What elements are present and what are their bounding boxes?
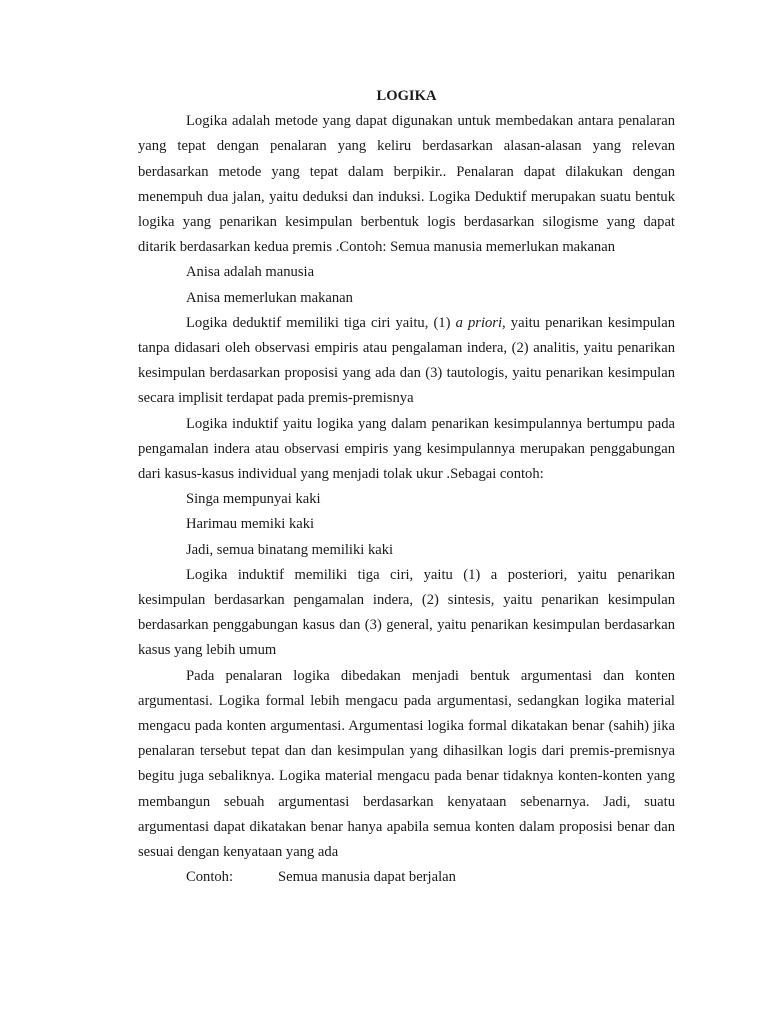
paragraph-definition: Logika adalah metode yang dapat digunakan untuk membedakan antara penalaran yang tepat dengan penalaran yang keliru berdasarkan alasan-alasan yang relevan berdasarkan metode yang tepat dalam berpikir.. Penalaran dapat dilakukan dengan menempuh dua jalan, yaitu deduksi dan induksi. Logika Deduktif merupakan suatu bentuk logika yang penarikan kesimpulan berbentuk logis berdasarkan silogisme yang dapat ditarik berdasarkan kedua premis .Contoh: Semua manusia memerlukan makanan: [138, 113, 675, 256]
example-inductive-line-1: Singa mempunyai kaki: [186, 491, 321, 508]
contoh-label: Contoh:: [186, 869, 234, 886]
contoh-row: [138, 865, 675, 890]
paragraph-deductive-traits-end: , yaitu penarikan kesimpulan tanpa didasari oleh observasi empiris atau pengalaman indera, (2) analitis, yaitu penarikan kesimpulan berdasarkan proposisi yang ada dan (3) tautologis, yaitu penarikan kesimpulan secara implisit terdapat pada premis-premisnya: [138, 314, 676, 407]
term-a-priori: a priori: [455, 314, 503, 331]
paragraph-deductive-traits: [138, 311, 675, 412]
paragraph-inductive: Logika induktif yaitu logika yang dalam penarikan kesimpulannya bertumpu pada pengamalan indera atau observasi empiris yang kesimpulannya merupakan penggabungan dari kasus-kasus individual yang menjadi tolak ukur .Sebagai contoh:: [138, 415, 675, 483]
example-deductive-line-1: Anisa adalah manusia: [186, 264, 315, 281]
contoh-text: Semua manusia dapat berjalan: [278, 869, 456, 886]
document-body: [138, 84, 675, 890]
example-deductive-line-2: Anisa memerlukan makanan: [186, 289, 353, 306]
example-inductive-line-2: Harimau memiki kaki: [186, 516, 315, 533]
paragraph-formal-material: Pada penalaran logika dibedakan menjadi bentuk argumentasi dan konten argumentasi. Logika formal lebih mengacu pada argumentasi, sedangkan logika material mengacu pada konten argumentasi. Argumentasi logika formal dikatakan benar (sahih) jika penalaran tersebut tepat dan dan kesimpulan yang dihasilkan logis dari premis-premisnya begitu juga sebaliknya. Logika material mengacu pada benar tidaknya konten-konten yang membangun sebuah argumentasi berdasarkan kenyataan sebenarnya. Jadi, suatu argumentasi dapat dikatakan benar hanya apabila semua konten dalam proposisi benar dan sesuai dengan kenyataan yang ada: [138, 667, 675, 861]
paragraph-deductive-traits-start: Logika deduktif memiliki tiga ciri yaitu, (1): [186, 314, 456, 331]
paragraph-inductive-traits: Logika induktif memiliki tiga ciri, yaitu (1) a posteriori, yaitu penarikan kesimpulan berdasarkan pengamalan indera, (2) sintesis, yaitu penarikan kesimpulan berdasarkan penggabungan kasus dan (3) general, yaitu penarikan kesimpulan berdasarkan kasus yang lebih umum: [138, 566, 675, 659]
example-inductive-line-3: Jadi, semua binatang memiliki kaki: [186, 541, 394, 558]
document-title: LOGIKA: [376, 88, 437, 104]
